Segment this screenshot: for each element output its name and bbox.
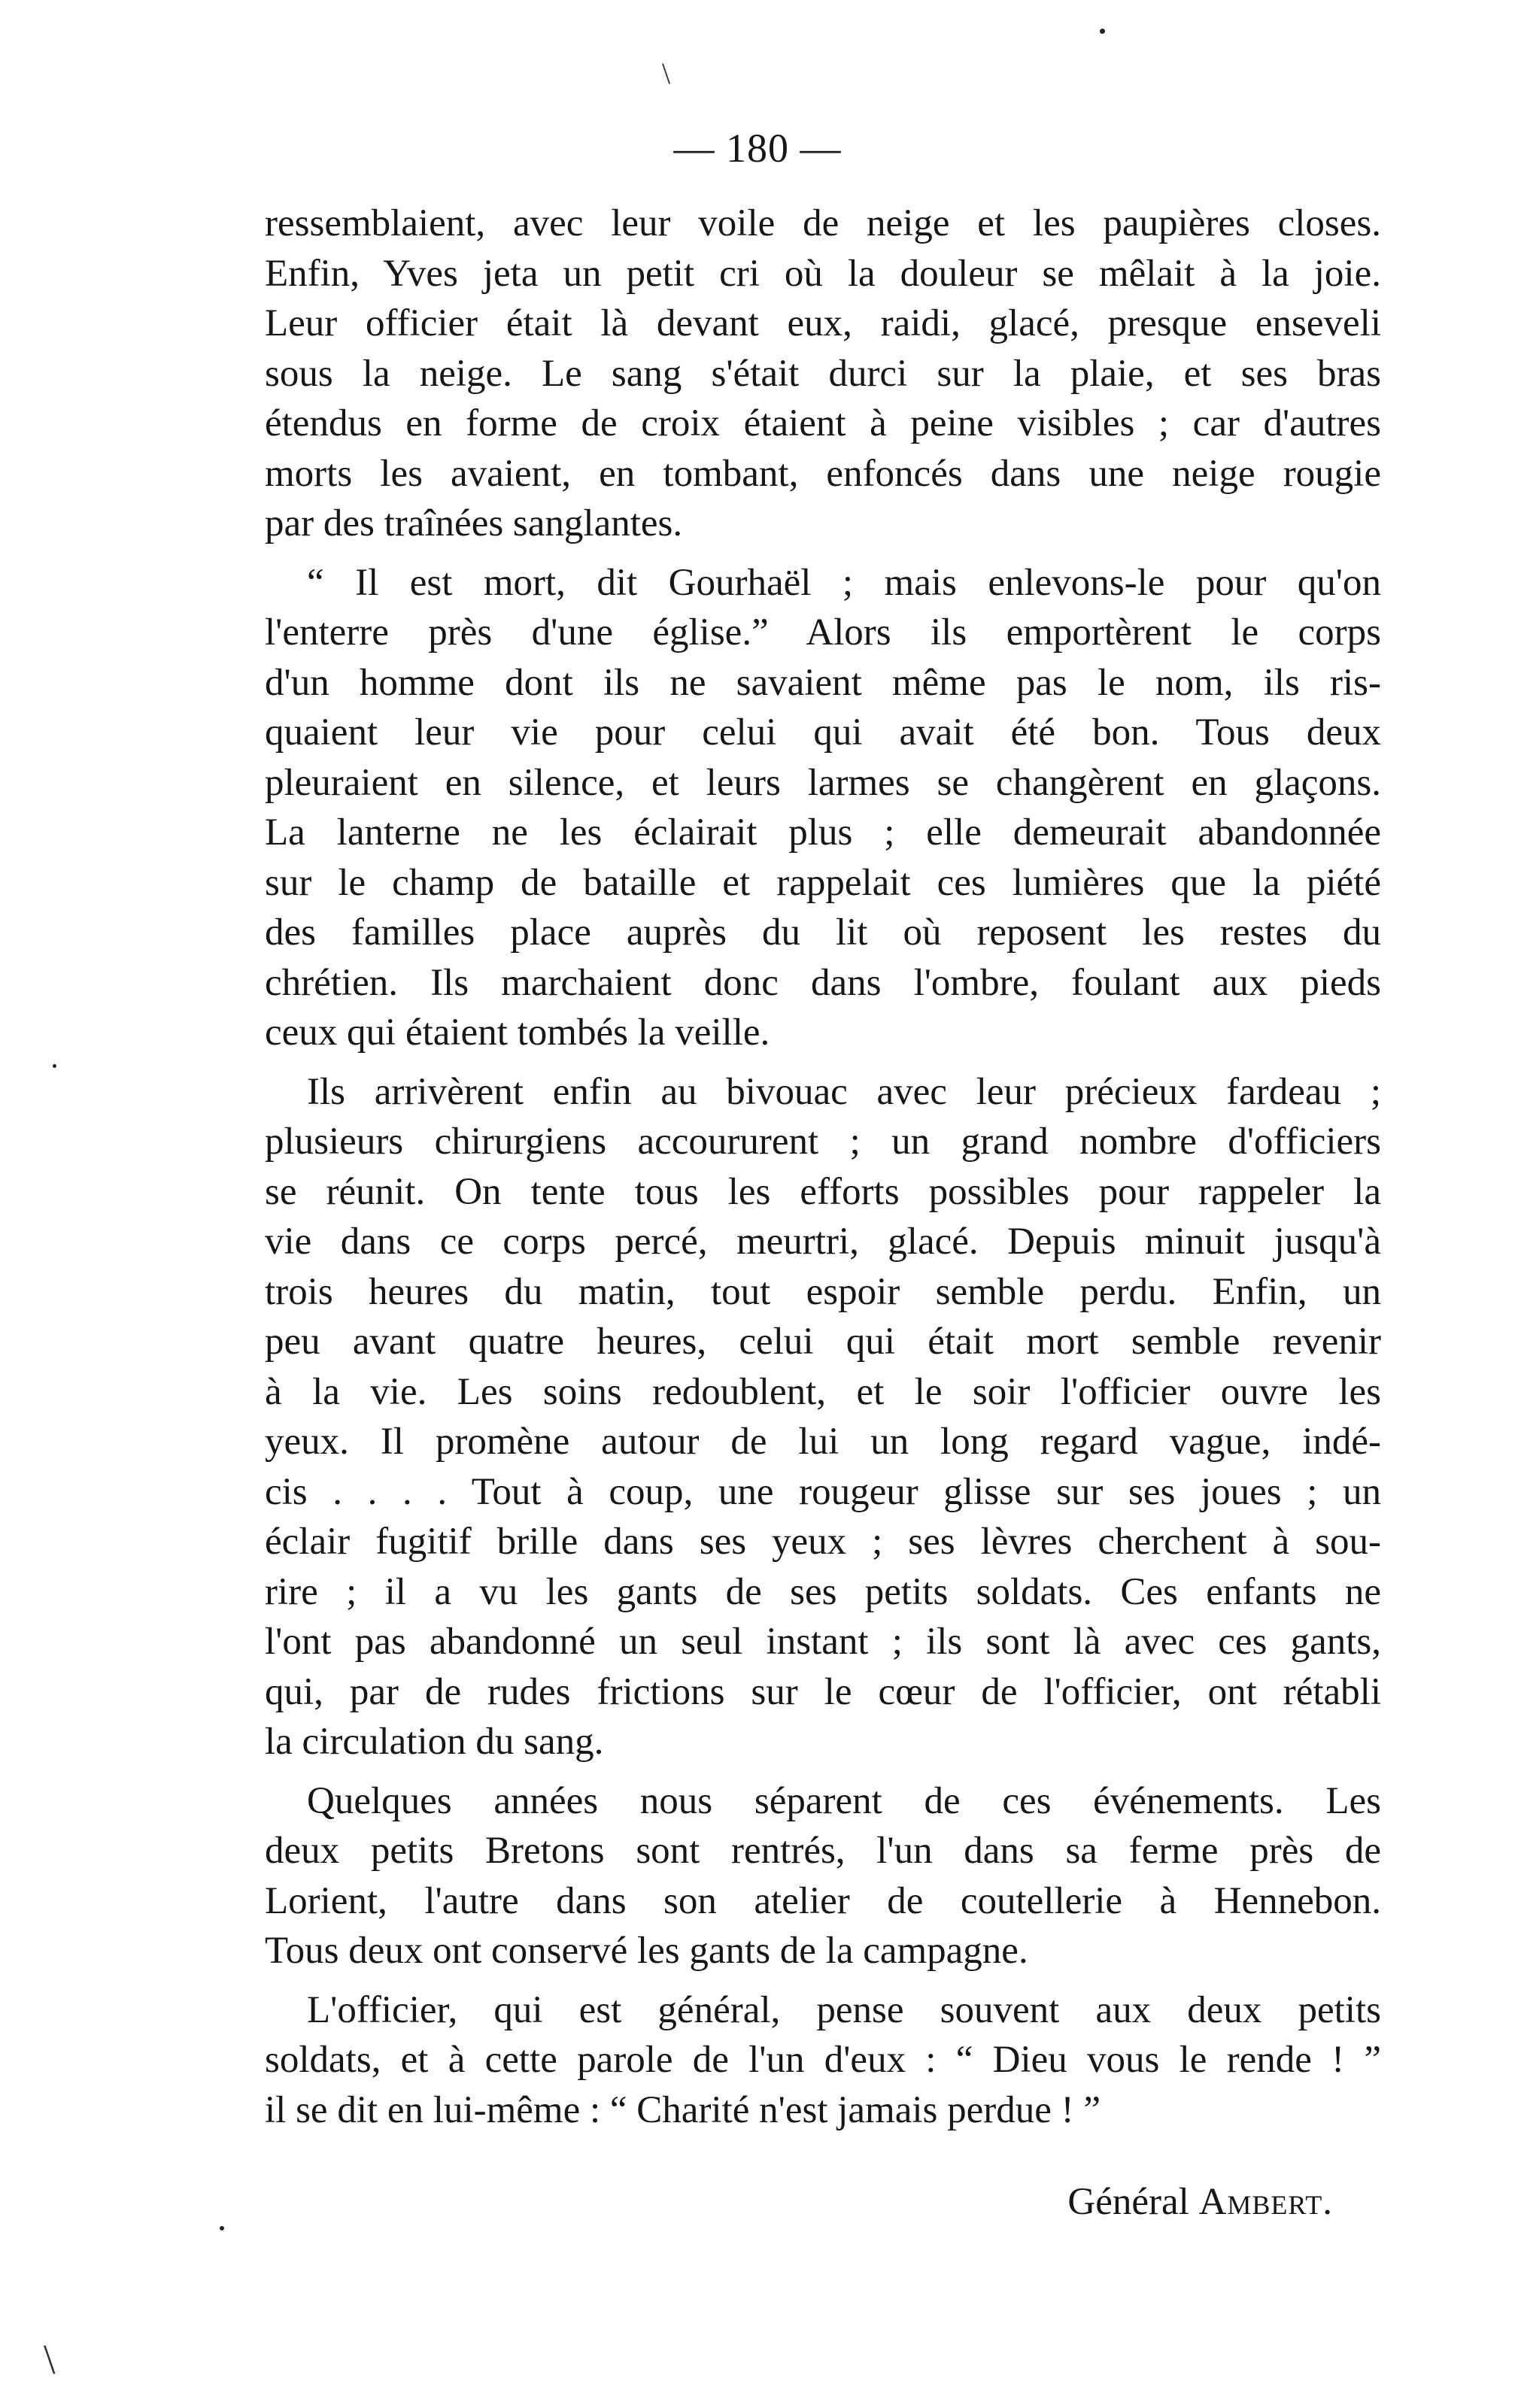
- signature: [265, 2177, 1333, 2227]
- text-line: Lorient, l'autre dans son atelier de coutellerie à Hennebon.: [265, 1879, 1381, 1922]
- stray-dot-left: [53, 1064, 56, 1068]
- text-line: ceux qui étaient tombés la veille.: [265, 1011, 770, 1054]
- text-line: yeux. Il promène autour de lui un long regard vague, indé-: [265, 1421, 1381, 1463]
- text-line: à la vie. Les soins redoublent, et le soir l'officier ouvre les: [265, 1370, 1381, 1413]
- text-line: cis . . . . Tout à coup, une rougeur glisse sur ses joues ; un: [265, 1470, 1381, 1513]
- text-line: se réunit. On tente tous les efforts possibles pour rappeler la: [265, 1170, 1381, 1213]
- paragraph-5: [265, 1985, 1381, 2136]
- text-line: l'enterre près d'une église.” Alors ils emportèrent le corps: [265, 611, 1381, 654]
- page-number: — 180 —: [673, 126, 842, 171]
- paragraph-2: [265, 558, 1381, 1058]
- text-line: plusieurs chirurgiens accoururent ; un grand nombre d'officiers: [265, 1121, 1381, 1163]
- signature-title: Général: [1067, 2181, 1189, 2223]
- stray-mark-bottom: \: [44, 2337, 56, 2383]
- text-line: La lanterne ne les éclairait plus ; elle demeurait abandonnée: [265, 811, 1381, 854]
- text-line: peu avant quatre heures, celui qui était mort semble revenir: [265, 1321, 1381, 1363]
- text-line: morts les avaient, en tombant, enfoncés dans une neige rougie: [265, 452, 1381, 495]
- text-line: Ils arrivèrent enfin au bivouac avec leur précieux fardeau ;: [307, 1070, 1381, 1113]
- text-line: soldats, et à cette parole de l'un d'eux : “ Dieu vous le rende ! ”: [265, 2039, 1381, 2081]
- text-line: des familles place auprès du lit où reposent les restes du: [265, 911, 1381, 954]
- text-line: “ Il est mort, dit Gourhaël ; mais enlevons-le pour qu'on: [307, 561, 1381, 604]
- paragraph-1: [265, 199, 1381, 549]
- text-line: éclair fugitif brille dans ses yeux ; ses lèvres cherchent à sou-: [265, 1521, 1381, 1563]
- stray-dot-left-lower: [220, 2226, 224, 2231]
- text-line: Quelques années nous séparent de ces événements. Les: [307, 1779, 1381, 1822]
- text-line: qui, par de rudes frictions sur le cœur de l'officier, ont rétabli: [265, 1670, 1381, 1713]
- text-line: rire ; il a vu les gants de ses petits soldats. Ces enfants ne: [265, 1570, 1381, 1613]
- paragraph-4: [265, 1776, 1381, 1976]
- text-line: il se dit en lui-même : “ Charité n'est jamais perdue ! ”: [265, 2088, 1101, 2131]
- text-line: trois heures du matin, tout espoir semble perdu. Enfin, un: [265, 1270, 1381, 1313]
- paragraph-3: [265, 1067, 1381, 1767]
- text-line: la circulation du sang.: [265, 1721, 604, 1763]
- text-line: vie dans ce corps percé, meurtri, glacé. Depuis minuit jusqu'à: [265, 1221, 1381, 1263]
- body-text: [265, 199, 1381, 2144]
- text-line: par des traînées sanglantes.: [265, 502, 683, 544]
- text-line: L'officier, qui est général, pense souvent aux deux petits: [307, 1988, 1381, 2031]
- text-line: ressemblaient, avec leur voile de neige et les paupières closes.: [265, 202, 1381, 244]
- text-line: pleuraient en silence, et leurs larmes se changèrent en glaçons.: [265, 761, 1381, 804]
- text-line: quaient leur vie pour celui qui avait été bon. Tous deux: [265, 711, 1381, 754]
- signature-name: Ambert.: [1198, 2181, 1333, 2223]
- text-line: chrétien. Ils marchaient donc dans l'ombre, foulant aux pieds: [265, 961, 1381, 1004]
- stray-dot-top: [1100, 29, 1105, 34]
- text-line: sous la neige. Le sang s'était durci sur la plaie, et ses bras: [265, 352, 1381, 395]
- text-line: deux petits Bretons sont rentrés, l'un dans sa ferme près de: [265, 1830, 1381, 1872]
- text-line: étendus en forme de croix étaient à peine visibles ; car d'autres: [265, 402, 1381, 444]
- text-line: Enfin, Yves jeta un petit cri où la douleur se mêlait à la joie.: [265, 252, 1381, 295]
- text-line: Tous deux ont conservé les gants de la campagne.: [265, 1930, 1028, 1972]
- text-line: Leur officier était là devant eux, raidi, glacé, presque enseveli: [265, 302, 1381, 344]
- text-line: l'ont pas abandonné un seul instant ; ils sont là avec ces gants,: [265, 1621, 1381, 1663]
- text-line: d'un homme dont ils ne savaient même pas le nom, ils ris-: [265, 661, 1381, 704]
- stray-mark-top: \: [662, 56, 671, 90]
- text-line: sur le champ de bataille et rappelait ces lumières que la piété: [265, 861, 1381, 904]
